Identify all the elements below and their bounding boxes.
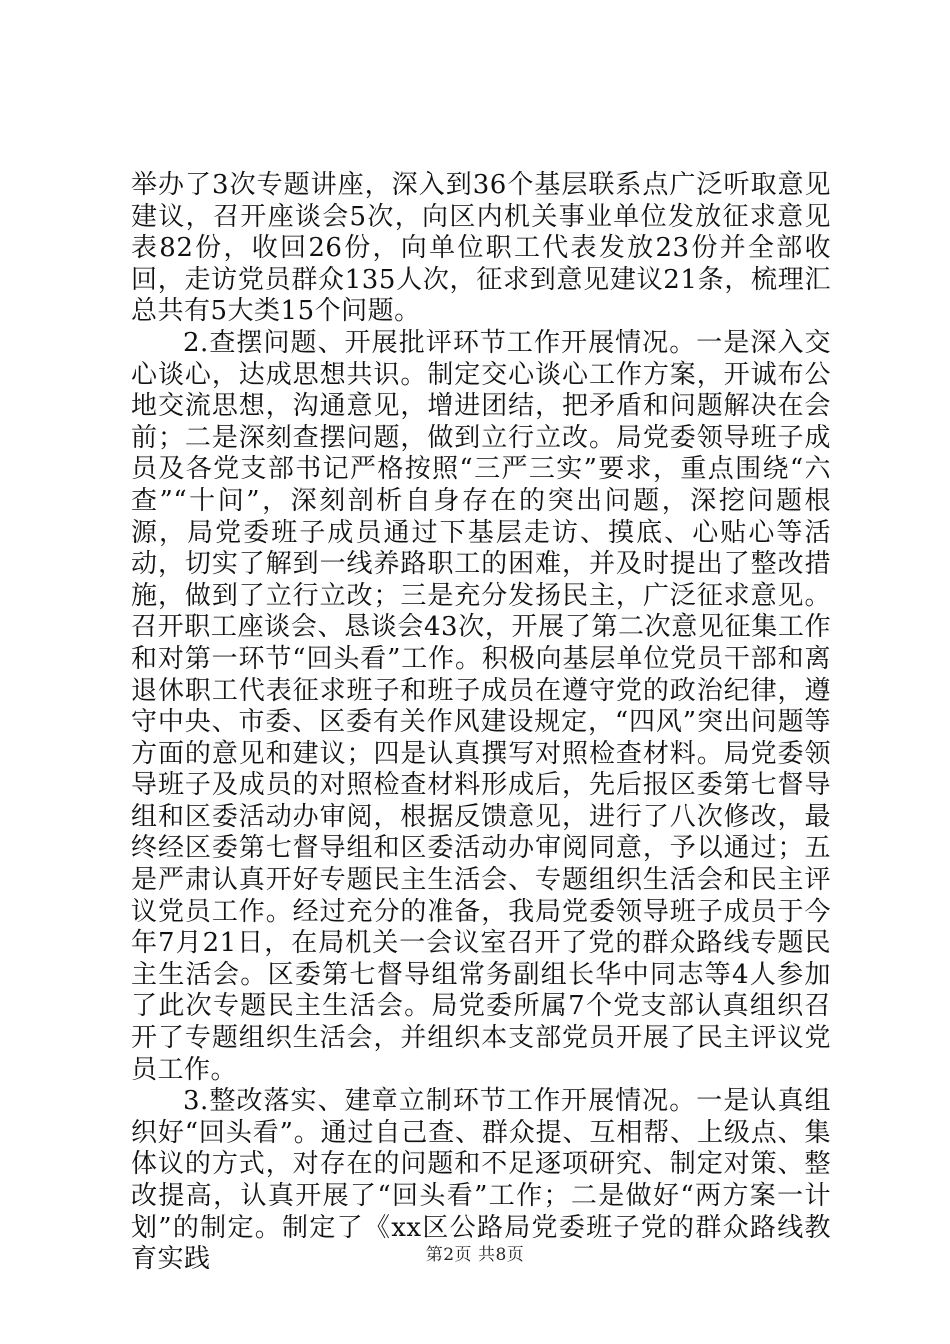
paragraph-2: 2.查摆问题、开展批评环节工作开展情况。一是深入交心谈心，达成思想共识。制定交心谈心工作方案，开诚布公地交流思想，沟通意见，增进团结，把矛盾和问题解决在会前；二是深刻查摆问题，做到立行立改。局党委领导班子成员及各党支部书记严格按照“三严三实”要求，重点围绕“六查”“十问”，深刻剖析自身存在的突出问题，深挖问题根源，局党委班子成员通过下基层走访、摸底、心贴心等活动，切实了解到一线养路职工的困难，并及时提出了整改措施，做到了立行立改；三是充分发扬民主，广泛征求意见。召开职工座谈会、恳谈会43次，开展了第二次意见征集工作和对第一环节“回头看”工作。积极向基层单位党员干部和离退休职工代表征求班子和班子成员在遵守党的政治纪律，遵守中央、市委、区委有关作风建设规定，“四风”突出问题等方面的意见和建议；四是认真撰写对照检查材料。局党委领导班子及成员的对照检查材料形成后，先后报区委第七督导组和区委活动办审阅，根据反馈意见，进行了八次修改，最终经区委第七督导组和区委活动办审阅同意，予以通过；五是严肃认真开好专题民主生活会、专题组织生活会和民主评议党员工作。经过充分的准备，我局党委领导班子成员于今年7月21日，在局机关一会议室召开了党的群众路线专题民主生活会。区委第七督导组常务副组长华中同志等4人参加了此次专题民主生活会。局党委所属7个党支部认真组织召开了专题组织生活会，并组织本支部党员开展了民主评议党员工作。 bbox=[131, 327, 831, 1085]
paragraph-1: 举办了3次专题讲座，深入到36个基层联系点广泛听取意见建议，召开座谈会5次，向区内机关事业单位发放征求意见表82份，收回26份，向单位职工代表发放23份并全部收回，走访党员群众135人次，征求到意见建议21条，梳理汇总共有5大类15个问题。 bbox=[131, 170, 831, 327]
page-footer: 第2页 共8页 bbox=[425, 1245, 525, 1265]
document-body bbox=[131, 170, 831, 1276]
paragraph-3: 3.整改落实、建章立制环节工作开展情况。一是认真组织好“回头看”。通过自己查、群众提、互相帮、上级点、集体议的方式，对存在的问题和不足逐项研究、制定对策、整改提高，认真开展了“回头看”工作；二是做好“两方案一计划”的制定。制定了《xx区公路局党委班子党的群众路线教育实践 bbox=[131, 1086, 831, 1275]
